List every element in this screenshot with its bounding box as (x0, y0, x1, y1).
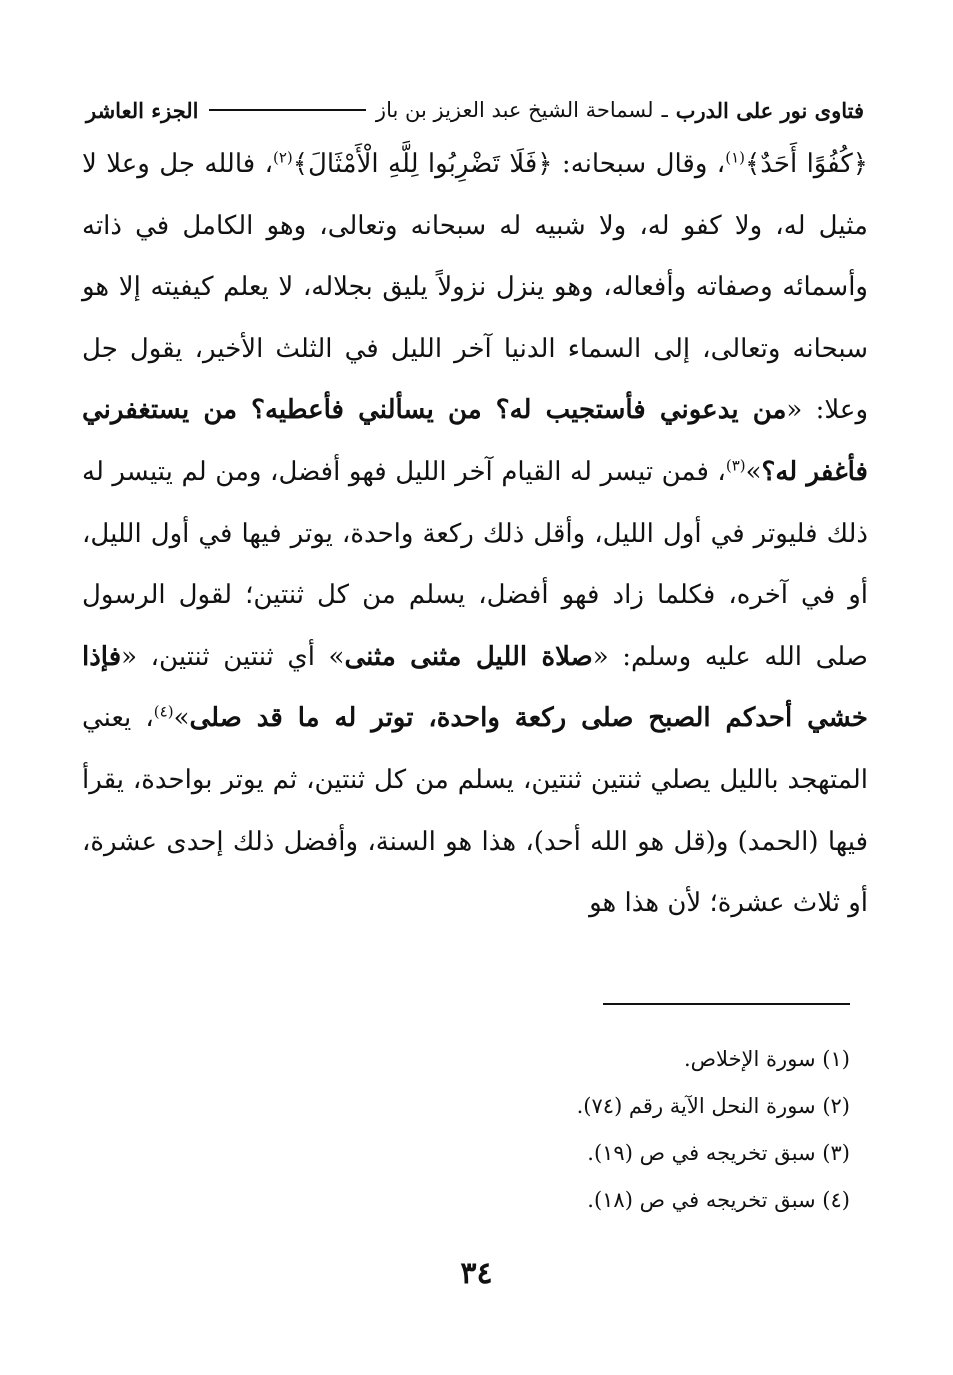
footnotes-list (350, 1036, 850, 1224)
footnote-item: (١) سورة الإخلاص. (683, 1047, 850, 1071)
footnote-marker: (٣) (725, 456, 746, 475)
footnote-marker: (١) (725, 148, 745, 167)
hadith-quote: من يدعوني فأستجيب له؟ من يسألني فأعطيه؟ من يستغفرني فأغفر له؟ (82, 395, 868, 487)
header-separator: ـ (661, 98, 668, 122)
body-text-run: ، فمن تيسر له القيام آخر الليل فهو أفضل، ومن لم يتيسر له ذلك فليوتر في أول الليل، وأقل ذلك ركعة واحدة، يوتر فيها في أول الليل، أو في آخره، فكلما زاد فهو أفضل، يسلم من كل ثنتين؛ لقول الرسول صلى الله عليه وسلم: « (82, 456, 868, 672)
body-paragraph (82, 134, 868, 935)
body-text-run: ، يعني المتهجد بالليل يصلي ثنتين ثنتين، يسلم من كل ثنتين، ثم يوتر بواحدة، يقرأ فيها (الحمد) و(قل هو الله أحد)، هذا هو السنة، وأفضل ذلك إحدى عشرة، أو ثلاث عشرة؛ لأن هذا هو (82, 703, 868, 919)
quran-verse: ﴿فَلَا تَضْرِبُوا لِلَّهِ الْأَمْثَالَ﴾ (292, 149, 553, 179)
header-volume: الجزء العاشر (86, 97, 199, 123)
footnote-marker: (٤) (153, 702, 174, 721)
body-text-run: » (173, 703, 190, 734)
header-book-title: فتاوى نور على الدرب (675, 97, 864, 123)
hadith-quote: فإذا خشي أحدكم الصبح صلى ركعة واحدة، توتر له ما قد صلى (82, 641, 869, 734)
body-text-run: ، وقال سبحانه: (552, 149, 726, 179)
body-text-run: ، فالله جل وعلا لا مثيل له، ولا كفو له، ولا شبيه له سبحانه وتعالى، وهو الكامل في ذاته وأسمائه وصفاته وأفعاله، وهو ينزل نزولاً يليق بجلاله، لا يعلم كيفيته إلا هو سبحانه وتعالى، إلى السماء الدنيا آخر الليل في الثلث الأخير، يقول جل وعلا: « (82, 149, 869, 426)
header-rule (209, 109, 366, 111)
header-book-info (376, 98, 864, 123)
footnote-item: (٤) سبق تخريجه في ص (١٨). (587, 1188, 850, 1212)
body-text-run: » أي ثنتين ثنتين، « (121, 641, 345, 672)
body-text-run: » (745, 456, 762, 487)
page-number: ٣٤ (460, 1256, 493, 1291)
hadith-quote: صلاة الليل مثنى مثنى (344, 641, 593, 672)
header-author: لسماحة الشيخ عبد العزيز بن باز (375, 98, 654, 122)
footnote-item: (٢) سورة النحل الآية رقم (٧٤). (576, 1094, 850, 1118)
footnote-item: (٣) سبق تخريجه في ص (١٩). (587, 1141, 850, 1165)
running-header (86, 90, 864, 130)
quran-verse: ﴿كُفُوًا أَحَدٌ﴾ (744, 149, 868, 179)
footnote-marker: (٢) (273, 148, 293, 167)
footnote-divider (603, 1003, 850, 1005)
